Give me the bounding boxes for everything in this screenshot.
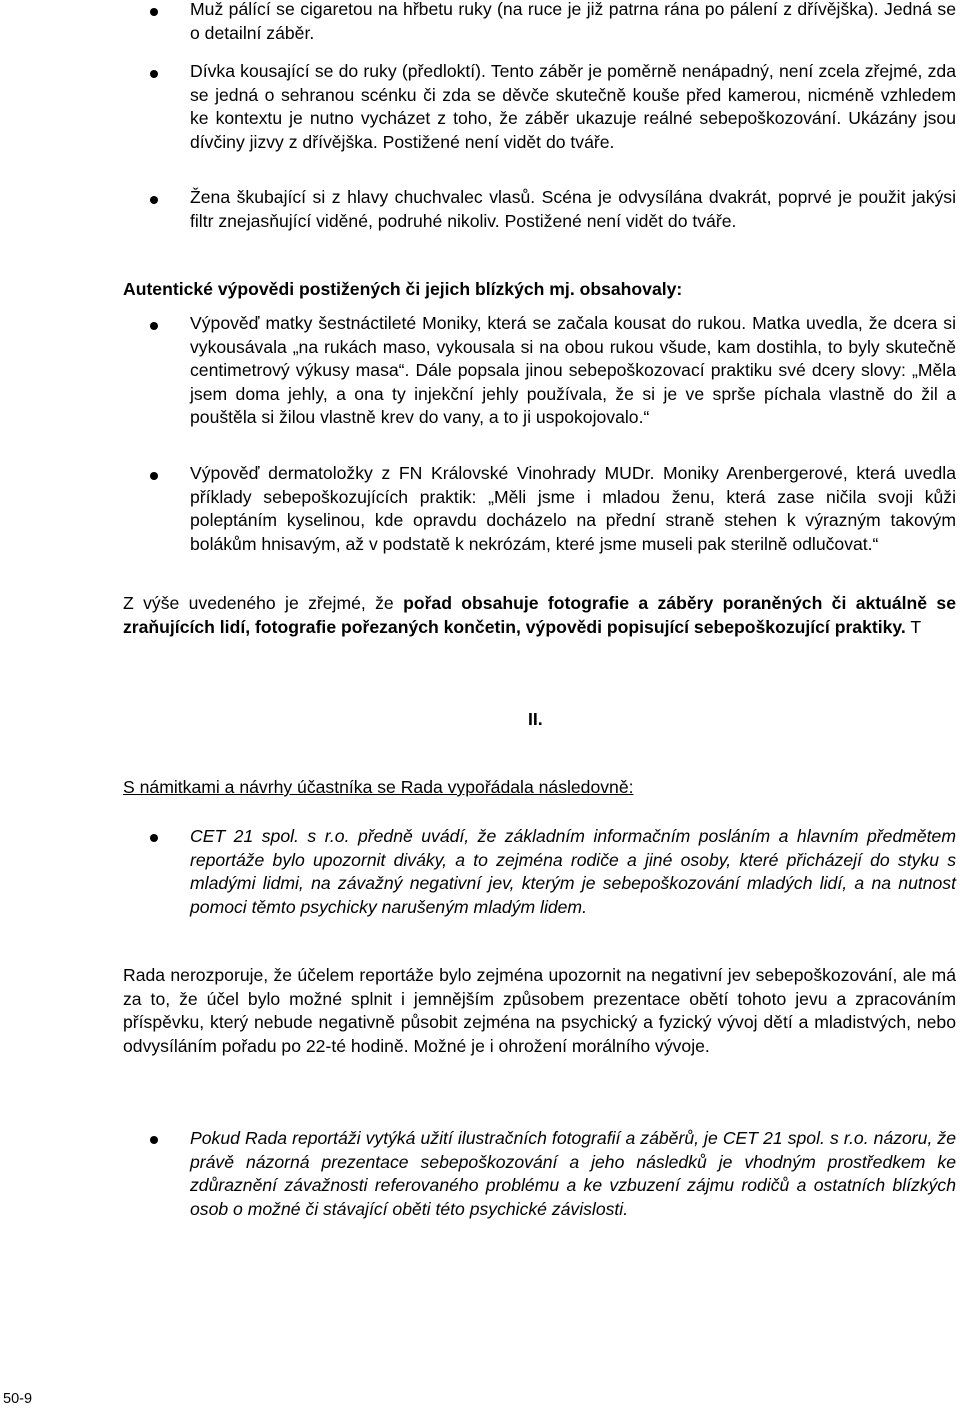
bullet-icon <box>150 472 158 480</box>
bullet-item-smoking-man: Muž pálící se cigaretou na hřbetu ruky (na ruce je již patrna rána po pálení z dřívějška). Jedná se o detailní záběr. <box>190 0 956 43</box>
summary-paragraph <box>123 592 956 639</box>
section-heading-objections: S námitkami a návrhy účastníka se Rada vypořádala následovně: <box>123 777 634 797</box>
bullet-icon <box>150 70 158 78</box>
bullet-icon <box>150 1136 158 1144</box>
page-number: 50-9 <box>3 1391 33 1407</box>
bullet-icon <box>150 8 158 16</box>
bullet-item-cet-claim-2: Pokud Rada reportáži vytýká užití ilustračních fotografií a záběrů, je CET 21 spol. s r.o. názoru, že právě názorná prezentace sebepoškozování a jeho následků je vhodným prostředkem ke zdůraznění závažnosti referovaného problému a ke vzbuzení zájmu rodičů a ostatních blízkých osob o možné či stávající oběti této psychické závislosti. <box>190 1128 956 1219</box>
bullet-icon <box>150 322 158 330</box>
bullet-item-cet-claim-1: CET 21 spol. s r.o. předně uvádí, že základním informačním posláním a hlavním předmětem reportáže bylo upozornit diváky, a to zejména rodiče a jiné osoby, které přicházejí do styku s mladými lidmi, na závažný negativní jev, kterým je sebepoškozování mladých lidí, a na nutnost pomoci těmto psychicky narušeným mladým lidem. <box>190 826 956 917</box>
section-heading-testimonies: Autentické výpovědi postižených či jejich blízkých mj. obsahovaly: <box>123 279 683 299</box>
section-number: II. <box>528 709 543 729</box>
bullet-item-dermatologist-testimony: Výpověď dermatoložky z FN Královské Vinohrady MUDr. Moniky Arenbergerové, která uvedla příklady sebepoškozujících praktik: „Měli jsme i mladou ženu, která zase ničila svoji kůži poleptáním kyselinou, kde opravdu docházelo na přední straně stehen k výrazným takovým bolákům hnisavým, až v podstatě k nekrózám, které jsme museli pak sterilně odlučovat.“ <box>190 463 956 554</box>
bullet-item-hair-pulling: Žena škubající si z hlavy chuchvalec vlasů. Scéna je odvysílána dvakrát, poprvé je použit jakýsi filtr znejasňující viděné, podruhé nikoliv. Postižené není vidět do tváře. <box>190 187 956 231</box>
bullet-icon <box>150 196 158 204</box>
summary-bold: pořad obsahuje fotografie a záběry poraněných či aktuálně se zraňujících lidí, fotografie pořezaných končetin, výpovědi popisující sebepoškozující praktiky. <box>123 593 957 637</box>
bullet-item-mother-testimony: Výpověď matky šestnáctileté Moniky, která se začala kousat do rukou. Matka uvedla, že dcera si vykousávala „na rukách maso, vykousala si na obou rukou všude, kam dostihla, to byly skutečně centimetrový výkusy masa“. Dále popsala jinou sebepoškozovací praktiku své dcery slovy: „Měla jsem doma jehly, a ona ty injekční jehly používala, že si je ve sprše píchala vlastně do žil a pouštěla si žilou vlastně krev do vany, a to ji uspokojovalo.“ <box>190 313 956 428</box>
council-response-paragraph: Rada nerozporuje, že účelem reportáže bylo zejména upozornit na negativní jev sebepoškozování, ale má za to, že účel bylo možné splnit i jemnějším způsobem prezentace obětí tohoto jevu a zpracováním příspěvku, který nebude negativně působit zejména na psychický a fyzický vývoj dětí a mladistvých, nebo odvysíláním pořadu po 22-té hodině. Možné je i ohrožení morálního vývoje. <box>123 965 956 1056</box>
summary-lead: Z výše uvedeného je zřejmé, že <box>123 593 404 613</box>
summary-tail: T <box>905 616 922 637</box>
bullet-icon <box>150 834 158 842</box>
bullet-item-biting-girl: Dívka kousající se do ruky (předloktí). Tento záběr je poměrně nenápadný, není zcela zřejmé, zda se jedná o sehranou scénku či zda se děvče skutečně kouše před kamerou, nicméně vzhledem ke kontextu je nutno vycházet z toho, že záběr ukazuje reálné sebepoškozování. Ukázány jsou dívčiny jizvy z dřívějška. Postižené není vidět do tváře. <box>190 61 956 152</box>
